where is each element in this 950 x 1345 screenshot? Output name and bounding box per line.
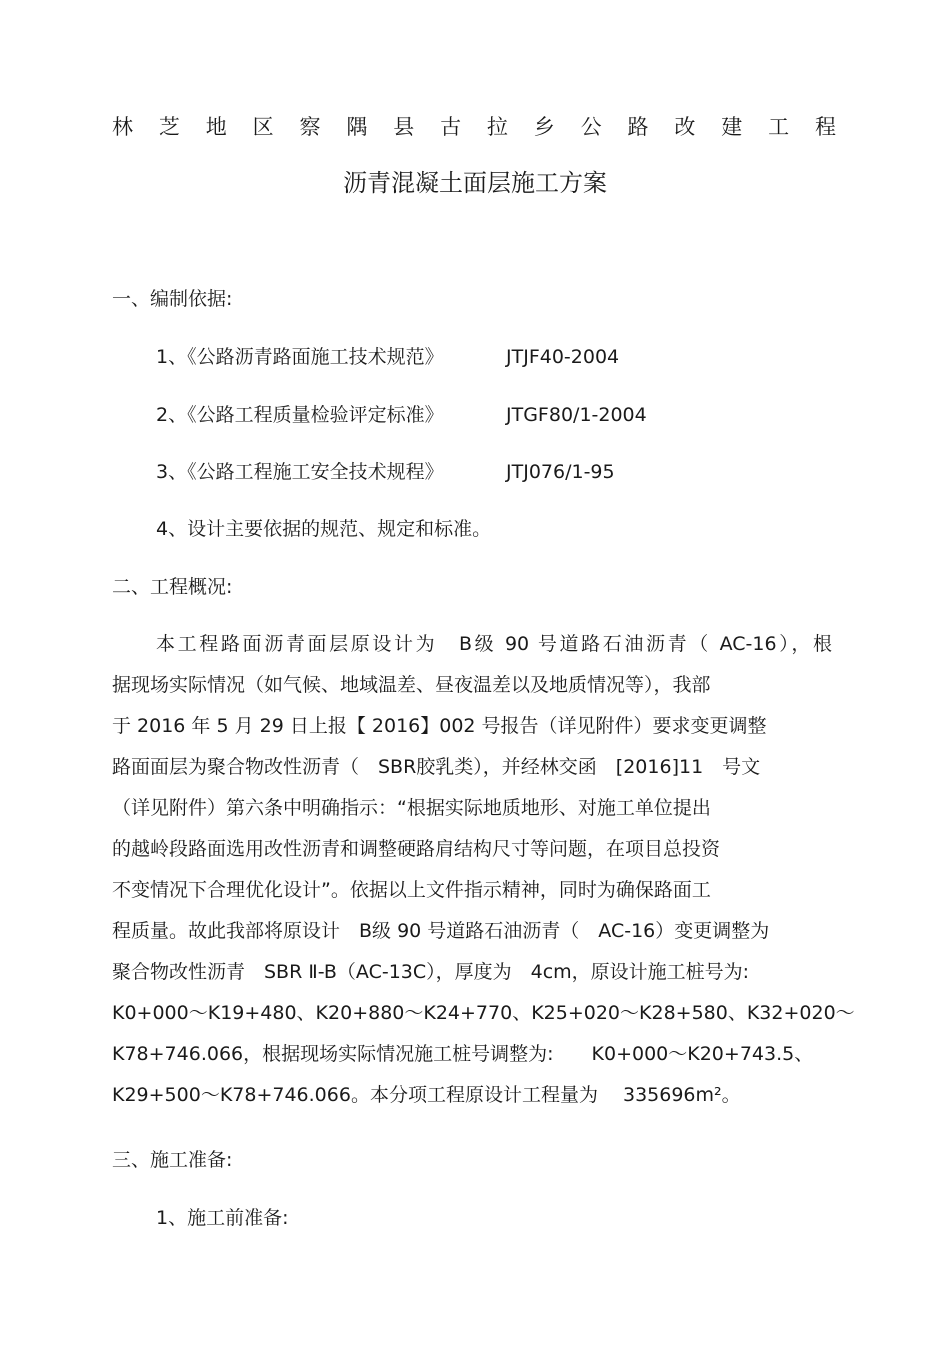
section-heading-2: 二、工程概况:	[112, 576, 233, 598]
document-title: 林芝地区察隅县古拉乡公路改建工程	[112, 115, 838, 139]
reference-title: 3、《公路工程施工安全技术规程》	[156, 461, 444, 483]
paragraph-line: 程质量。故此我部将原设计 B级 90 号道路石油沥青（ AC-16）变更调整为	[112, 920, 770, 942]
reference-code: JTJF40-2004	[506, 346, 620, 368]
reference-title: 1、《公路沥青路面施工技术规范》	[156, 346, 444, 368]
reference-code: JTGF80/1-2004	[506, 404, 647, 426]
paragraph-line: 据现场实际情况（如气候、地域温差、昼夜温差以及地质情况等），我部	[112, 674, 711, 696]
paragraph-line: K29+500～K78+746.066。本分项工程原设计工程量为 335696m²。	[112, 1084, 741, 1106]
paragraph-line: 本工程路面沥青面层原设计为 B级 90 号道路石油沥青（ AC-16），根	[156, 633, 832, 655]
section-heading-1: 一、编制依据:	[112, 288, 233, 310]
paragraph-line: 的越岭段路面选用改性沥青和调整硬路肩结构尺寸等问题，在项目总投资	[112, 838, 721, 860]
paragraph-line: K0+000～K19+480、K20+880～K24+770、K25+020～K28+580、K32+020～	[112, 1002, 855, 1024]
reference-item-2	[156, 401, 647, 429]
reference-item-1	[156, 343, 620, 371]
reference-item-4: 4、设计主要依据的规范、规定和标准。	[156, 518, 492, 540]
paragraph-line: 于 2016 年 5 月 29 日上报【 2016】002 号报告（详见附件）要求变更调整	[112, 715, 767, 737]
paragraph-line: （详见附件）第六条中明确指示：“根据实际地质地形、对施工单位提出	[112, 797, 711, 819]
paragraph-line: 路面面层为聚合物改性沥青（ SBR胶乳类），并经林交函 [2016]11 号文	[112, 756, 761, 778]
paragraph-line: 聚合物改性沥青 SBR Ⅱ-B（AC-13C），厚度为 4cm，原设计施工桩号为:	[112, 961, 750, 983]
reference-title: 2、《公路工程质量检验评定标准》	[156, 404, 444, 426]
reference-code: JTJ076/1-95	[506, 461, 615, 483]
document-subtitle: 沥青混凝土面层施工方案	[343, 169, 607, 197]
preparation-item-1: 1、施工前准备:	[156, 1207, 289, 1229]
paragraph-line: 不变情况下合理优化设计”。依据以上文件指示精神，同时为确保路面工	[112, 879, 711, 901]
project-overview-paragraph	[112, 624, 855, 1116]
reference-item-3	[156, 458, 615, 486]
paragraph-line: K78+746.066，根据现场实际情况施工桩号调整为: K0+000～K20+743.5、	[112, 1043, 814, 1065]
section-heading-3: 三、施工准备:	[112, 1149, 233, 1171]
